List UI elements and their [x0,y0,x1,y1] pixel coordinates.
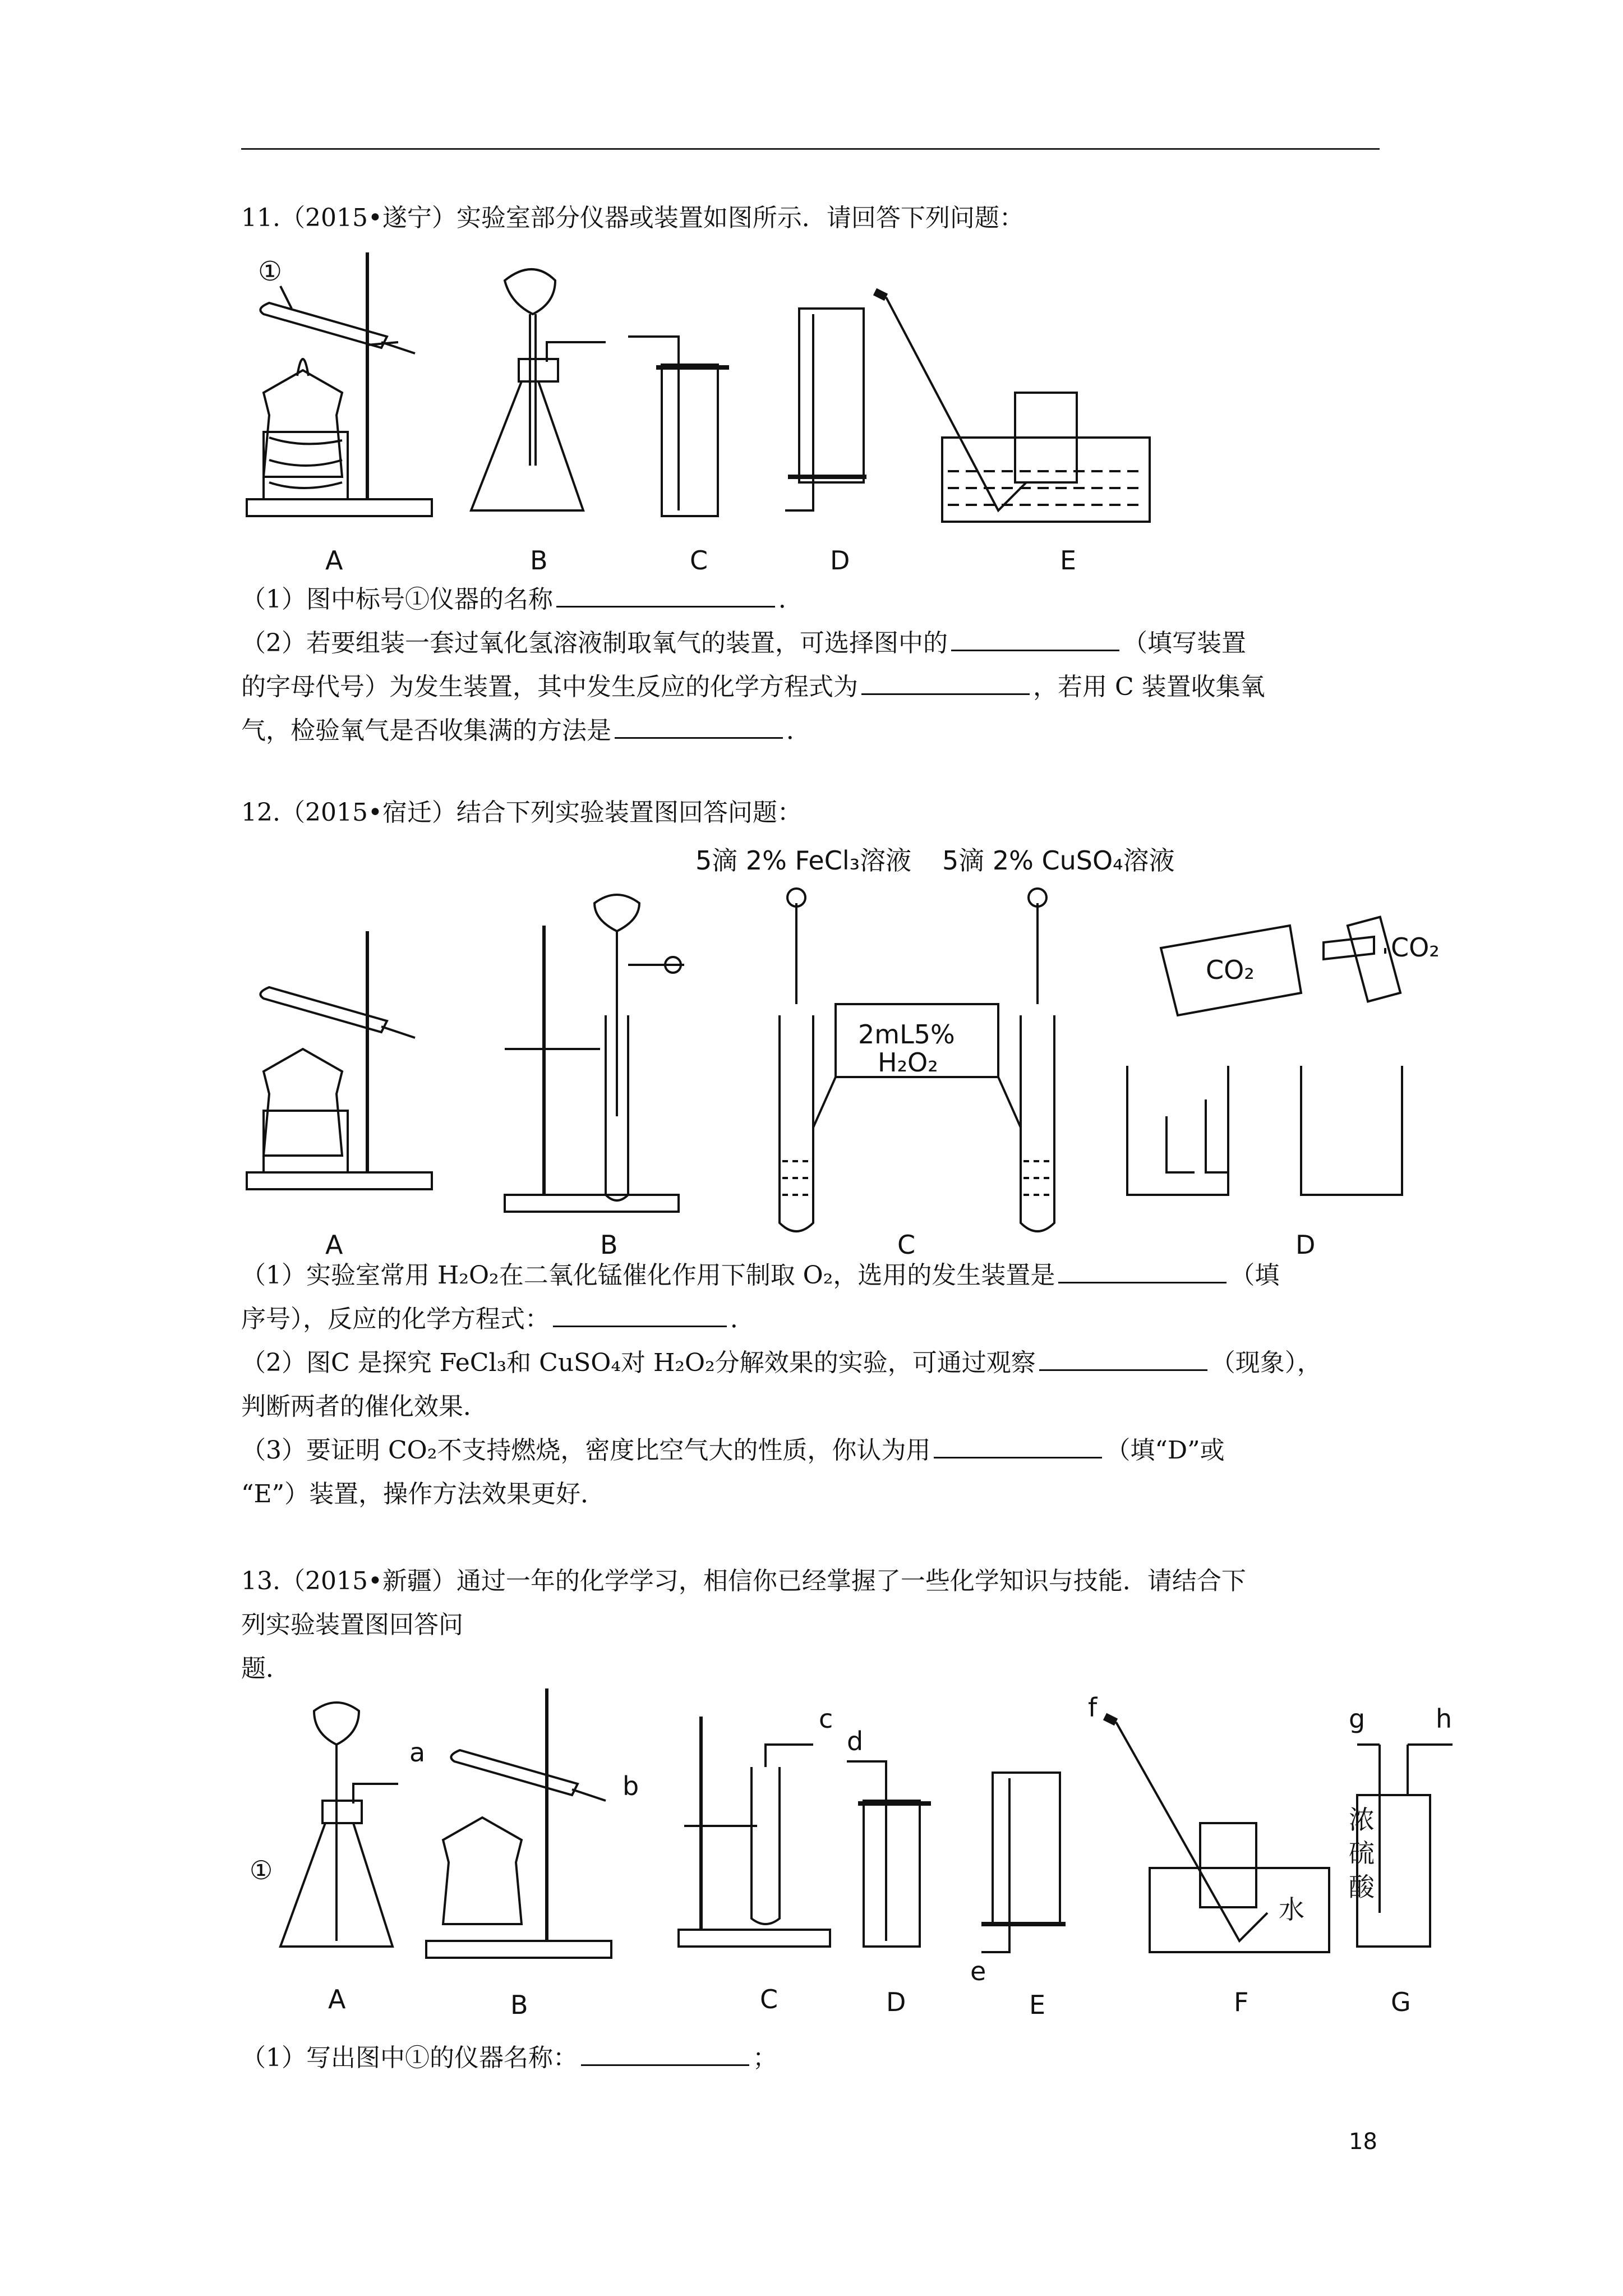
svg-text:CO₂: CO₂ [1391,932,1440,963]
q13-heading: 13.（2015•新疆）通过一年的化学学习，相信你已经掌握了一些化学知识与技能．请结合下 列实验装置图回答问 题． [241,1567,1246,1683]
svg-text:b: b [623,1771,639,1801]
answer-blank[interactable] [581,2042,749,2066]
svg-text:CO₂: CO₂ [1206,955,1255,985]
svg-text:B: B [510,1990,528,2020]
answer-blank[interactable] [1058,1259,1227,1283]
svg-text:H₂O₂: H₂O₂ [878,1047,938,1078]
q13-body: （1）写出图中①的仪器名称： ； [241,2036,1380,2080]
svg-text:D: D [830,545,850,576]
q13-figure [241,1688,1453,2036]
header-rule [241,148,1380,150]
svg-text:2mL5%: 2mL5% [858,1019,955,1050]
svg-text:5滴 2% CuSO₄溶液: 5滴 2% CuSO₄溶液 [942,845,1175,876]
q12-figure [241,836,1440,1260]
svg-text:E: E [1029,1990,1046,2020]
svg-text:硫: 硫 [1349,1838,1375,1869]
svg-text:C: C [897,1230,916,1260]
svg-text:A: A [325,1230,343,1260]
svg-text:①: ① [258,256,283,287]
svg-text:酸: 酸 [1349,1872,1375,1902]
q11-body: （1）图中标号①仪器的名称 ． （2）若要组装一套过氧化氢溶液制取氧气的装置，可选择图中的 （填写装置 的字母代号）为发生装置，其中发生反应的化学方程式为 ，若用 C 装置收集氧 气，检验氧气是否收集满的方法是 ． [241,578,1380,753]
svg-text:h: h [1436,1704,1453,1734]
svg-text:B: B [600,1230,618,1260]
svg-text:A: A [325,545,343,576]
svg-text:5滴 2% FeCl₃溶液: 5滴 2% FeCl₃溶液 [695,845,912,876]
answer-blank[interactable] [951,627,1119,651]
svg-text:c: c [819,1704,833,1734]
svg-text:D: D [886,1987,906,2017]
svg-text:d: d [847,1726,864,1756]
svg-text:C: C [760,1984,778,2014]
q11-figure-labels [325,545,1076,576]
svg-text:G: G [1391,1987,1411,2017]
svg-text:A: A [328,1984,346,2014]
q12-body: （1）实验室常用 H₂O₂在二氧化锰催化作用下制取 O₂，选用的发生装置是 （填 序号），反应的化学方程式： ． （2）图C 是探究 FeCl₃和 CuSO₄对 H₂O₂分解效果的实验，可通过观察 （现象）， 判断两者的催化效果． （3）要证明 CO₂不支持燃烧，密度比空气大的性质，你认为用 （填“D”或 “E”）装置，操作方法效果更好． [241,1254,1380,1516]
answer-blank[interactable] [556,583,775,608]
svg-text:①: ① [250,1855,273,1885]
answer-blank[interactable] [934,1434,1102,1458]
q12-heading: 12.（2015•宿迁）结合下列实验装置图回答问题： [241,798,802,827]
svg-text:a: a [409,1737,426,1768]
svg-text:C: C [690,545,708,576]
answer-blank[interactable] [615,715,783,739]
svg-text:B: B [530,545,548,576]
page-number: 18 [1349,2129,1377,2155]
q11-heading: 11.（2015•遂宁）实验室部分仪器或装置如图所示．请回答下列问题： [241,204,1024,232]
svg-text:浓: 浓 [1349,1805,1375,1835]
svg-text:F: F [1234,1987,1249,2017]
svg-text:D: D [1295,1230,1316,1260]
answer-blank[interactable] [861,671,1030,695]
q13-figure-labels [328,1984,1411,2020]
svg-text:E: E [1060,545,1077,576]
svg-text:g: g [1349,1704,1366,1734]
q11-figure [241,247,1391,576]
svg-text:f: f [1088,1692,1098,1723]
answer-blank[interactable] [1039,1347,1207,1371]
answer-blank[interactable] [553,1303,727,1327]
svg-text:e: e [970,1956,986,1986]
svg-text:水: 水 [1279,1894,1304,1925]
